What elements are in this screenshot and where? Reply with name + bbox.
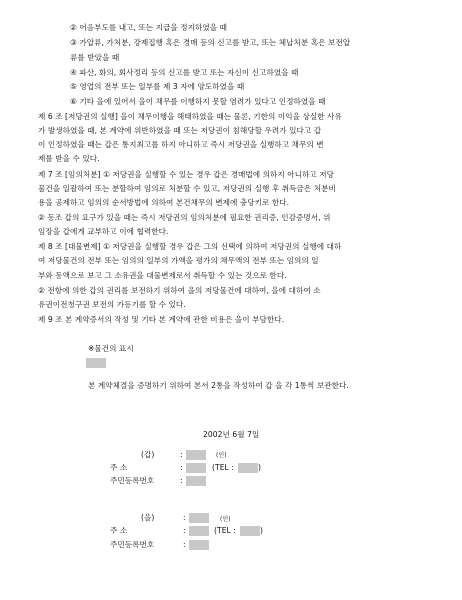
article-8-line-3: 부와 동액으로 보고 그 소유권을 대물변제로서 취득할 수 있는 것으로 한다. xyxy=(38,271,287,280)
party-a-address-redacted xyxy=(186,463,206,473)
article-7-line-2: 물건을 일괄하여 또는 분할하여 임의로 처분할 수 있고, 저당권의 실행 후 취득금은 처분비 xyxy=(38,184,336,193)
article-8-line-1: 제 8 조 [대물변제] ① 저당권을 실행할 경우 갑은 그의 선택에 의하여 저당권의 실행에 대하 xyxy=(38,242,342,251)
party-a-seal: (인) xyxy=(216,452,227,459)
party-a-tel-label: (TEL : xyxy=(212,463,234,472)
party-b-seal: (인) xyxy=(220,516,231,523)
party-a-tel-close: ) xyxy=(258,463,262,472)
party-a-tel-redacted xyxy=(238,463,258,473)
item-3: ③ 가압류, 가처분, 강제집행 혹은 경매 등의 신고를 받고, 또는 체납처분 혹은 보전압 xyxy=(70,38,351,47)
party-b-label: (을) xyxy=(141,513,155,522)
party-a-colon: : xyxy=(180,450,183,459)
party-b-address-colon: : xyxy=(183,526,186,535)
item-3-cont: 류를 받았을 때 xyxy=(70,53,120,62)
closing-statement: 본 계약체결을 증명하기 위하여 본서 2통을 작성하여 갑 을 각 1통씩 보관한다. xyxy=(88,381,349,390)
party-b-name-redacted xyxy=(189,513,209,523)
party-b-id-label: 주민등록번호 xyxy=(110,540,155,549)
party-b-id-redacted xyxy=(189,540,209,550)
party-b-tel-close: ) xyxy=(260,526,264,535)
party-b-tel-redacted xyxy=(240,526,260,536)
article-6-line-1: 제 6 조 [저당권의 실행] 을이 채무이행을 해태하였을 때는 물론, 기한의 이익을 상실한 사유 xyxy=(38,112,342,121)
property-label: ※물건의 표시 xyxy=(88,344,134,353)
article-6-line-4: 제를 받을 수 있다. xyxy=(38,154,100,163)
article-7-line-3: 용을 공제하고 임의의 순서방법에 의하여 본건채무의 변제에 충당키로 한다. xyxy=(38,198,290,207)
party-b-id-colon: : xyxy=(183,540,186,549)
article-7-line-1: 제 7 조 [임의처분] ① 저당권을 실행할 수 있는 경우 갑은 경매법에 의하지 아니하고 저당 xyxy=(38,170,334,179)
article-7-line-4: ② 동조 갑의 요구가 있을 때는 즉시 저당권의 임의처분에 필요한 권리증, 인감증명서, 위 xyxy=(38,213,331,222)
article-7-line-5: 임장을 갑에게 교부하고 이에 협력한다. xyxy=(38,227,169,236)
item-5: ⑤ 영업의 전부 또는 일부를 제 3 자에 양도하였을 때 xyxy=(70,82,245,91)
party-b-colon: : xyxy=(183,513,186,522)
article-9: 제 9 조 본 계약증서의 작성 및 기타 본 계약에 관한 비용은 을이 부담한다. xyxy=(38,315,285,324)
party-a-label: (갑) xyxy=(141,450,155,459)
item-4: ④ 파산, 화의, 회사정리 등의 신고를 받고 또는 자신이 신고하였을 때 xyxy=(70,68,299,77)
article-8-line-4: ② 전항에 의한 갑의 권리를 보전하기 위하여 을의 저당물건에 대하여, 을에 대하여 소 xyxy=(38,286,321,295)
party-a-id-colon: : xyxy=(180,476,183,485)
article-6-line-3: 이 인정하였을 때는 갑은 통지최고를 하지 아니하고 즉시 저당권을 실행하고 채무의 변 xyxy=(38,140,324,149)
party-a-address-label: 주 소 xyxy=(110,463,128,472)
party-b-tel-label: (TEL : xyxy=(214,526,236,535)
party-a-name-redacted xyxy=(186,450,206,460)
article-8-line-5: 유권이전청구권 보전의 가등기를 할 수 있다. xyxy=(38,300,186,309)
article-6-line-2: 가 발생하였을 때, 본 계약에 위반하였을 때 또는 저당권이 침해당할 우려가 있다고 갑 xyxy=(38,126,322,135)
party-b-address-redacted xyxy=(189,526,209,536)
item-6: ⑥ 기타 을에 있어서 을이 채무를 이행하지 못할 염려가 있다고 인정하였을 때 xyxy=(70,97,326,106)
contract-date: 2002년 6월 7일 xyxy=(203,430,260,439)
article-8-line-2: 여 저당물건의 전부 또는 임의의 일부의 가액을 평가의 채무액의 전부 또는 임의의 일 xyxy=(38,256,319,265)
party-a-address-colon: : xyxy=(180,463,183,472)
party-b-address-label: 주 소 xyxy=(110,526,128,535)
property-redacted xyxy=(86,358,106,368)
party-a-id-label: 주민등록번호 xyxy=(110,476,155,485)
party-a-id-redacted xyxy=(186,476,206,486)
item-2: ② 어음부도를 내고, 또는 지급을 정지하였을 때 xyxy=(70,23,228,32)
